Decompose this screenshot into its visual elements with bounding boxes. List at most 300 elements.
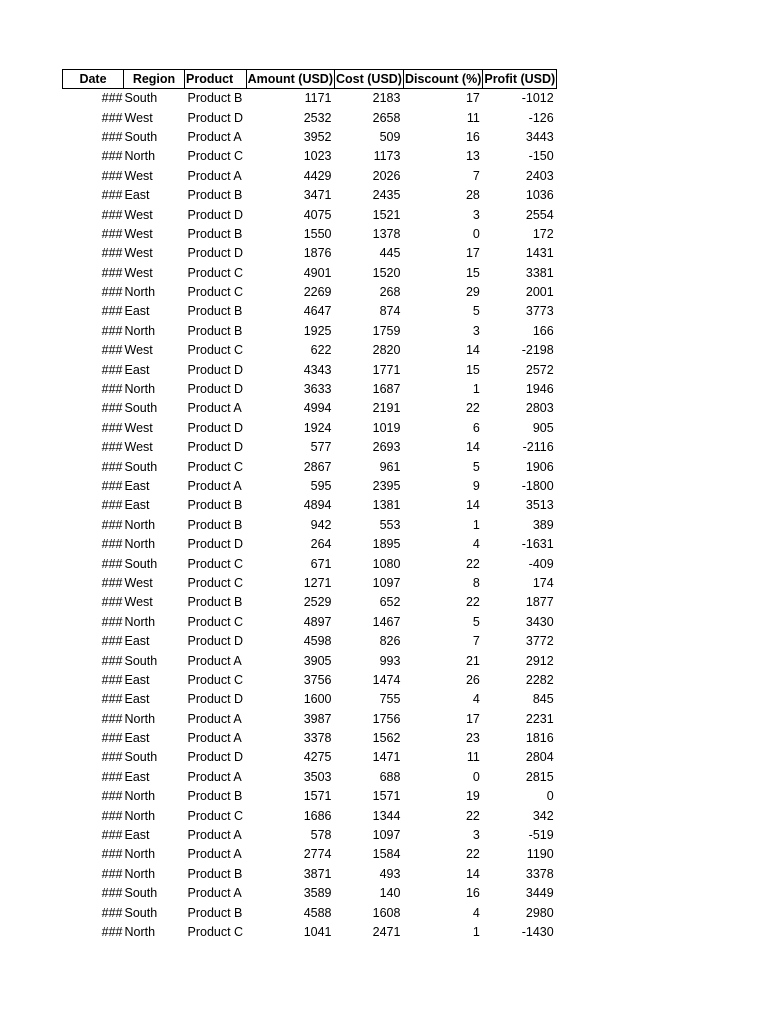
profit-cell[interactable]: 3430 — [525, 614, 554, 629]
amount-cell[interactable]: 1925 — [303, 323, 332, 338]
product-cell[interactable]: Product C — [187, 556, 244, 571]
amount-cell[interactable]: 595 — [310, 479, 332, 493]
cost-cell[interactable]: 1471 — [372, 750, 401, 765]
profit-cell[interactable]: -2198 — [521, 343, 554, 358]
cost-cell[interactable]: 1759 — [372, 323, 401, 338]
product-cell[interactable]: Product C — [187, 924, 244, 939]
discount-cell[interactable]: 3 — [472, 323, 480, 338]
region-cell[interactable]: South — [124, 129, 158, 144]
date-cell[interactable]: ### — [101, 129, 123, 144]
discount-cell[interactable]: 11 — [466, 750, 480, 765]
discount-cell[interactable]: 15 — [465, 265, 480, 280]
amount-cell[interactable]: 671 — [310, 556, 332, 571]
amount-cell[interactable]: 1041 — [303, 924, 332, 939]
region-cell[interactable]: South — [124, 401, 158, 416]
product-cell[interactable]: Product B — [187, 789, 243, 804]
region-cell[interactable]: West — [124, 595, 153, 610]
discount-cell[interactable]: 15 — [465, 362, 480, 377]
product-cell[interactable]: Product A — [187, 731, 242, 746]
region-cell[interactable]: West — [124, 110, 153, 125]
discount-cell[interactable]: 23 — [465, 731, 480, 746]
profit-cell[interactable]: -1800 — [521, 479, 554, 493]
cost-cell[interactable]: 1474 — [372, 672, 401, 687]
amount-cell[interactable]: 4994 — [303, 401, 332, 416]
profit-cell[interactable]: -1012 — [521, 91, 554, 106]
amount-cell[interactable]: 1876 — [303, 246, 332, 261]
discount-cell[interactable]: 1 — [472, 382, 480, 397]
date-cell[interactable]: ### — [101, 808, 123, 823]
cost-cell[interactable]: 1771 — [372, 362, 401, 377]
discount-cell[interactable]: 9 — [472, 479, 480, 493]
date-cell[interactable]: ### — [101, 886, 123, 901]
date-cell[interactable]: ### — [101, 711, 123, 726]
region-cell[interactable]: West — [124, 265, 153, 280]
discount-cell[interactable]: 1 — [472, 517, 480, 532]
date-cell[interactable]: ### — [101, 91, 123, 106]
product-cell[interactable]: Product C — [187, 285, 244, 300]
column-header-amount[interactable]: Amount (USD) — [246, 70, 334, 89]
discount-cell[interactable]: 4 — [472, 905, 480, 920]
region-cell[interactable]: North — [124, 847, 156, 862]
region-cell[interactable]: North — [124, 323, 156, 338]
profit-cell[interactable]: 2980 — [525, 905, 554, 920]
discount-cell[interactable]: 14 — [465, 498, 480, 513]
cost-cell[interactable]: 1080 — [372, 556, 401, 571]
profit-cell[interactable]: 2912 — [525, 653, 554, 668]
date-cell[interactable]: ### — [101, 420, 123, 435]
amount-cell[interactable]: 1571 — [303, 789, 332, 804]
cost-cell[interactable]: 826 — [379, 634, 401, 649]
cost-cell[interactable]: 1571 — [372, 789, 401, 804]
date-cell[interactable]: ### — [101, 692, 123, 707]
product-cell[interactable]: Product D — [187, 207, 244, 222]
amount-cell[interactable]: 3987 — [303, 711, 332, 726]
region-cell[interactable]: South — [124, 886, 158, 901]
product-cell[interactable]: Product A — [187, 847, 242, 862]
profit-cell[interactable]: -1631 — [521, 537, 554, 552]
amount-cell[interactable]: 4588 — [303, 905, 332, 920]
date-cell[interactable]: ### — [101, 479, 123, 493]
cost-cell[interactable]: 993 — [379, 653, 401, 668]
amount-cell[interactable]: 1023 — [303, 149, 332, 164]
date-cell[interactable]: ### — [101, 614, 123, 629]
product-cell[interactable]: Product A — [187, 129, 242, 144]
discount-cell[interactable]: 3 — [472, 828, 480, 843]
date-cell[interactable]: ### — [101, 362, 123, 377]
profit-cell[interactable]: 1816 — [525, 731, 554, 746]
profit-cell[interactable]: 172 — [532, 226, 554, 241]
product-cell[interactable]: Product A — [187, 401, 242, 416]
profit-cell[interactable]: 2554 — [525, 207, 554, 222]
amount-cell[interactable]: 4894 — [303, 498, 332, 513]
product-cell[interactable]: Product A — [187, 886, 242, 901]
discount-cell[interactable]: 13 — [465, 149, 480, 164]
date-cell[interactable]: ### — [101, 653, 123, 668]
profit-cell[interactable]: 166 — [532, 323, 554, 338]
cost-cell[interactable]: 652 — [379, 595, 401, 610]
region-cell[interactable]: East — [124, 828, 150, 843]
region-cell[interactable]: West — [124, 207, 153, 222]
profit-cell[interactable]: 1431 — [525, 246, 554, 261]
amount-cell[interactable]: 1171 — [304, 91, 332, 106]
profit-cell[interactable]: -126 — [528, 110, 554, 125]
discount-cell[interactable]: 3 — [472, 207, 480, 222]
cost-cell[interactable]: 961 — [379, 459, 401, 474]
date-cell[interactable]: ### — [101, 924, 123, 939]
discount-cell[interactable]: 19 — [465, 789, 480, 804]
profit-cell[interactable]: 3443 — [525, 129, 554, 144]
product-cell[interactable]: Product A — [187, 711, 242, 726]
cost-cell[interactable]: 1467 — [372, 614, 401, 629]
date-cell[interactable]: ### — [101, 382, 123, 397]
cost-cell[interactable]: 1756 — [372, 711, 401, 726]
cost-cell[interactable]: 1381 — [372, 498, 401, 513]
date-cell[interactable]: ### — [101, 246, 123, 261]
product-cell[interactable]: Product A — [187, 479, 242, 493]
amount-cell[interactable]: 4901 — [303, 265, 332, 280]
region-cell[interactable]: East — [124, 362, 150, 377]
discount-cell[interactable]: 5 — [472, 459, 480, 474]
product-cell[interactable]: Product C — [187, 265, 244, 280]
amount-cell[interactable]: 577 — [310, 440, 332, 455]
region-cell[interactable]: North — [124, 614, 156, 629]
date-cell[interactable]: ### — [101, 401, 123, 416]
product-cell[interactable]: Product B — [187, 905, 243, 920]
product-cell[interactable]: Product B — [187, 498, 243, 513]
cost-cell[interactable]: 1520 — [372, 265, 401, 280]
discount-cell[interactable]: 7 — [472, 168, 480, 183]
profit-cell[interactable]: 1906 — [525, 459, 554, 474]
amount-cell[interactable]: 1924 — [303, 420, 332, 435]
region-cell[interactable]: East — [124, 634, 150, 649]
amount-cell[interactable]: 942 — [310, 517, 332, 532]
profit-cell[interactable]: 1946 — [525, 382, 554, 397]
profit-cell[interactable]: 1036 — [525, 188, 554, 203]
region-cell[interactable]: West — [124, 420, 153, 435]
date-cell[interactable]: ### — [101, 459, 123, 474]
date-cell[interactable]: ### — [101, 847, 123, 862]
discount-cell[interactable]: 8 — [472, 575, 480, 590]
profit-cell[interactable]: 1877 — [525, 595, 554, 610]
region-cell[interactable]: North — [124, 866, 156, 881]
region-cell[interactable]: North — [124, 789, 156, 804]
amount-cell[interactable]: 4275 — [303, 750, 332, 765]
product-cell[interactable]: Product D — [187, 420, 244, 435]
date-cell[interactable]: ### — [101, 168, 123, 183]
product-cell[interactable]: Product D — [187, 362, 244, 377]
region-cell[interactable]: South — [124, 905, 158, 920]
date-cell[interactable]: ### — [101, 188, 123, 203]
product-cell[interactable]: Product B — [187, 866, 243, 881]
discount-cell[interactable]: 22 — [465, 595, 480, 610]
amount-cell[interactable]: 3952 — [303, 129, 332, 144]
discount-cell[interactable]: 29 — [465, 285, 480, 300]
profit-cell[interactable]: -150 — [528, 149, 554, 164]
discount-cell[interactable]: 14 — [465, 343, 480, 358]
region-cell[interactable]: South — [124, 556, 158, 571]
product-cell[interactable]: Product B — [187, 595, 243, 610]
product-cell[interactable]: Product A — [187, 828, 242, 843]
cost-cell[interactable]: 1608 — [372, 905, 401, 920]
discount-cell[interactable]: 28 — [465, 188, 480, 203]
cost-cell[interactable]: 1378 — [372, 226, 401, 241]
amount-cell[interactable]: 1271 — [303, 575, 332, 590]
date-cell[interactable]: ### — [101, 769, 123, 784]
region-cell[interactable]: North — [124, 285, 156, 300]
profit-cell[interactable]: 905 — [532, 420, 554, 435]
region-cell[interactable]: East — [124, 479, 150, 493]
region-cell[interactable]: East — [124, 731, 150, 746]
discount-cell[interactable]: 17 — [465, 711, 480, 726]
date-cell[interactable]: ### — [101, 672, 123, 687]
profit-cell[interactable]: 389 — [532, 517, 554, 532]
profit-cell[interactable]: -409 — [528, 556, 554, 571]
column-header-profit[interactable]: Profit (USD) — [483, 70, 557, 89]
date-cell[interactable]: ### — [101, 595, 123, 610]
discount-cell[interactable]: 16 — [465, 886, 480, 901]
profit-cell[interactable]: -519 — [528, 828, 554, 843]
amount-cell[interactable]: 622 — [310, 343, 332, 358]
amount-cell[interactable]: 1600 — [303, 692, 332, 707]
amount-cell[interactable]: 3633 — [303, 382, 332, 397]
cost-cell[interactable]: 2658 — [372, 110, 401, 125]
cost-cell[interactable]: 2026 — [372, 168, 401, 183]
cost-cell[interactable]: 1687 — [372, 382, 401, 397]
column-header-date[interactable]: Date — [63, 70, 124, 89]
cost-cell[interactable]: 1344 — [372, 808, 401, 823]
region-cell[interactable]: South — [124, 459, 158, 474]
discount-cell[interactable]: 14 — [465, 440, 480, 455]
product-cell[interactable]: Product B — [187, 226, 243, 241]
date-cell[interactable]: ### — [101, 304, 123, 319]
amount-cell[interactable]: 4429 — [303, 168, 332, 183]
date-cell[interactable]: ### — [101, 634, 123, 649]
product-cell[interactable]: Product D — [187, 246, 244, 261]
product-cell[interactable]: Product C — [187, 149, 244, 164]
discount-cell[interactable]: 22 — [465, 556, 480, 571]
product-cell[interactable]: Product A — [187, 653, 242, 668]
product-cell[interactable]: Product D — [187, 440, 244, 455]
product-cell[interactable]: Product A — [187, 168, 242, 183]
date-cell[interactable]: ### — [101, 556, 123, 571]
profit-cell[interactable]: 2804 — [525, 750, 554, 765]
region-cell[interactable]: East — [124, 498, 150, 513]
cost-cell[interactable]: 688 — [379, 769, 401, 784]
profit-cell[interactable]: 845 — [532, 692, 554, 707]
date-cell[interactable]: ### — [101, 789, 123, 804]
region-cell[interactable]: North — [124, 517, 156, 532]
profit-cell[interactable]: 3378 — [525, 866, 554, 881]
product-cell[interactable]: Product D — [187, 110, 244, 125]
date-cell[interactable]: ### — [101, 149, 123, 164]
product-cell[interactable]: Product C — [187, 808, 244, 823]
date-cell[interactable]: ### — [101, 537, 123, 552]
product-cell[interactable]: Product B — [187, 517, 243, 532]
profit-cell[interactable]: 3772 — [525, 634, 554, 649]
discount-cell[interactable]: 4 — [472, 537, 480, 552]
region-cell[interactable]: North — [124, 537, 156, 552]
amount-cell[interactable]: 3589 — [303, 886, 332, 901]
region-cell[interactable]: North — [124, 149, 156, 164]
column-header-cost[interactable]: Cost (USD) — [335, 70, 404, 89]
cost-cell[interactable]: 2191 — [372, 401, 401, 416]
profit-cell[interactable]: 174 — [532, 575, 554, 590]
discount-cell[interactable]: 17 — [465, 246, 480, 261]
discount-cell[interactable]: 14 — [465, 866, 480, 881]
date-cell[interactable]: ### — [101, 498, 123, 513]
profit-cell[interactable]: 2803 — [525, 401, 554, 416]
discount-cell[interactable]: 5 — [472, 614, 480, 629]
product-cell[interactable]: Product D — [187, 634, 244, 649]
region-cell[interactable]: North — [124, 711, 156, 726]
profit-cell[interactable]: 2282 — [525, 672, 554, 687]
amount-cell[interactable]: 4647 — [303, 304, 332, 319]
region-cell[interactable]: West — [124, 246, 153, 261]
cost-cell[interactable]: 2395 — [372, 479, 401, 493]
cost-cell[interactable]: 1584 — [372, 847, 401, 862]
product-cell[interactable]: Product D — [187, 750, 244, 765]
product-cell[interactable]: Product C — [187, 672, 244, 687]
discount-cell[interactable]: 0 — [472, 226, 480, 241]
cost-cell[interactable]: 1173 — [373, 149, 401, 164]
date-cell[interactable]: ### — [101, 265, 123, 280]
date-cell[interactable]: ### — [101, 440, 123, 455]
discount-cell[interactable]: 7 — [472, 634, 480, 649]
profit-cell[interactable]: 3381 — [525, 265, 554, 280]
product-cell[interactable]: Product D — [187, 537, 244, 552]
profit-cell[interactable]: 2403 — [525, 168, 554, 183]
region-cell[interactable]: North — [124, 808, 156, 823]
amount-cell[interactable]: 4897 — [303, 614, 332, 629]
cost-cell[interactable]: 140 — [379, 886, 401, 901]
date-cell[interactable]: ### — [101, 323, 123, 338]
product-cell[interactable]: Product C — [187, 343, 244, 358]
product-cell[interactable]: Product C — [187, 614, 244, 629]
region-cell[interactable]: East — [124, 769, 150, 784]
region-cell[interactable]: East — [124, 692, 150, 707]
profit-cell[interactable]: 342 — [532, 808, 554, 823]
profit-cell[interactable]: -2116 — [522, 440, 554, 455]
amount-cell[interactable]: 2867 — [303, 459, 332, 474]
profit-cell[interactable]: 2815 — [525, 769, 554, 784]
cost-cell[interactable]: 268 — [379, 285, 401, 300]
date-cell[interactable]: ### — [101, 285, 123, 300]
discount-cell[interactable]: 0 — [472, 769, 480, 784]
discount-cell[interactable]: 6 — [472, 420, 480, 435]
product-cell[interactable]: Product D — [187, 692, 244, 707]
amount-cell[interactable]: 3905 — [303, 653, 332, 668]
amount-cell[interactable]: 3756 — [303, 672, 332, 687]
region-cell[interactable]: East — [124, 304, 150, 319]
date-cell[interactable]: ### — [101, 517, 123, 532]
profit-cell[interactable]: 3513 — [525, 498, 554, 513]
cost-cell[interactable]: 1895 — [372, 537, 401, 552]
cost-cell[interactable]: 2183 — [372, 91, 401, 106]
date-cell[interactable]: ### — [101, 750, 123, 765]
cost-cell[interactable]: 2820 — [372, 343, 401, 358]
product-cell[interactable]: Product B — [187, 323, 243, 338]
product-cell[interactable]: Product C — [187, 459, 244, 474]
amount-cell[interactable]: 1550 — [303, 226, 332, 241]
amount-cell[interactable]: 4343 — [303, 362, 332, 377]
product-cell[interactable]: Product B — [187, 91, 243, 106]
date-cell[interactable]: ### — [101, 343, 123, 358]
profit-cell[interactable]: 1190 — [526, 847, 554, 862]
column-header-product[interactable]: Product — [185, 70, 247, 89]
discount-cell[interactable]: 1 — [472, 924, 480, 939]
cost-cell[interactable]: 493 — [379, 866, 401, 881]
cost-cell[interactable]: 1097 — [372, 575, 401, 590]
product-cell[interactable]: Product C — [187, 575, 244, 590]
cost-cell[interactable]: 1562 — [372, 731, 401, 746]
date-cell[interactable]: ### — [101, 731, 123, 746]
profit-cell[interactable]: 3449 — [525, 886, 554, 901]
region-cell[interactable]: North — [124, 382, 156, 397]
cost-cell[interactable]: 2471 — [372, 924, 401, 939]
profit-cell[interactable]: 3773 — [525, 304, 554, 319]
date-cell[interactable]: ### — [101, 207, 123, 222]
amount-cell[interactable]: 3503 — [303, 769, 332, 784]
product-cell[interactable]: Product D — [187, 382, 244, 397]
region-cell[interactable]: East — [124, 188, 150, 203]
cost-cell[interactable]: 509 — [379, 129, 401, 144]
amount-cell[interactable]: 3378 — [303, 731, 332, 746]
profit-cell[interactable]: 2231 — [525, 711, 554, 726]
product-cell[interactable]: Product B — [187, 304, 243, 319]
discount-cell[interactable]: 22 — [465, 847, 480, 862]
amount-cell[interactable]: 2774 — [303, 847, 332, 862]
column-header-discount[interactable]: Discount (%) — [403, 70, 482, 89]
amount-cell[interactable]: 264 — [310, 537, 332, 552]
cost-cell[interactable]: 874 — [379, 304, 401, 319]
amount-cell[interactable]: 578 — [310, 828, 332, 843]
cost-cell[interactable]: 1521 — [372, 207, 401, 222]
amount-cell[interactable]: 2532 — [303, 110, 332, 125]
cost-cell[interactable]: 2693 — [372, 440, 401, 455]
date-cell[interactable]: ### — [101, 905, 123, 920]
region-cell[interactable]: West — [124, 168, 153, 183]
amount-cell[interactable]: 2269 — [303, 285, 332, 300]
region-cell[interactable]: South — [124, 750, 158, 765]
cost-cell[interactable]: 1097 — [372, 828, 401, 843]
region-cell[interactable]: South — [124, 653, 158, 668]
amount-cell[interactable]: 3871 — [303, 866, 332, 881]
date-cell[interactable]: ### — [101, 866, 123, 881]
column-header-region[interactable]: Region — [124, 70, 185, 89]
date-cell[interactable]: ### — [101, 110, 123, 125]
discount-cell[interactable]: 16 — [465, 129, 480, 144]
region-cell[interactable]: West — [124, 226, 153, 241]
profit-cell[interactable]: 2572 — [525, 362, 554, 377]
date-cell[interactable]: ### — [101, 828, 123, 843]
discount-cell[interactable]: 17 — [465, 91, 480, 106]
date-cell[interactable]: ### — [101, 575, 123, 590]
discount-cell[interactable]: 21 — [465, 653, 480, 668]
amount-cell[interactable]: 1686 — [303, 808, 332, 823]
profit-cell[interactable]: -1430 — [521, 924, 554, 939]
product-cell[interactable]: Product A — [187, 769, 242, 784]
product-cell[interactable]: Product B — [187, 188, 243, 203]
region-cell[interactable]: East — [124, 672, 150, 687]
profit-cell[interactable]: 2001 — [525, 285, 554, 300]
discount-cell[interactable]: 22 — [465, 401, 480, 416]
cost-cell[interactable]: 553 — [379, 517, 401, 532]
amount-cell[interactable]: 2529 — [303, 595, 332, 610]
discount-cell[interactable]: 4 — [472, 692, 480, 707]
region-cell[interactable]: South — [124, 91, 158, 106]
cost-cell[interactable]: 755 — [379, 692, 401, 707]
amount-cell[interactable]: 4598 — [303, 634, 332, 649]
